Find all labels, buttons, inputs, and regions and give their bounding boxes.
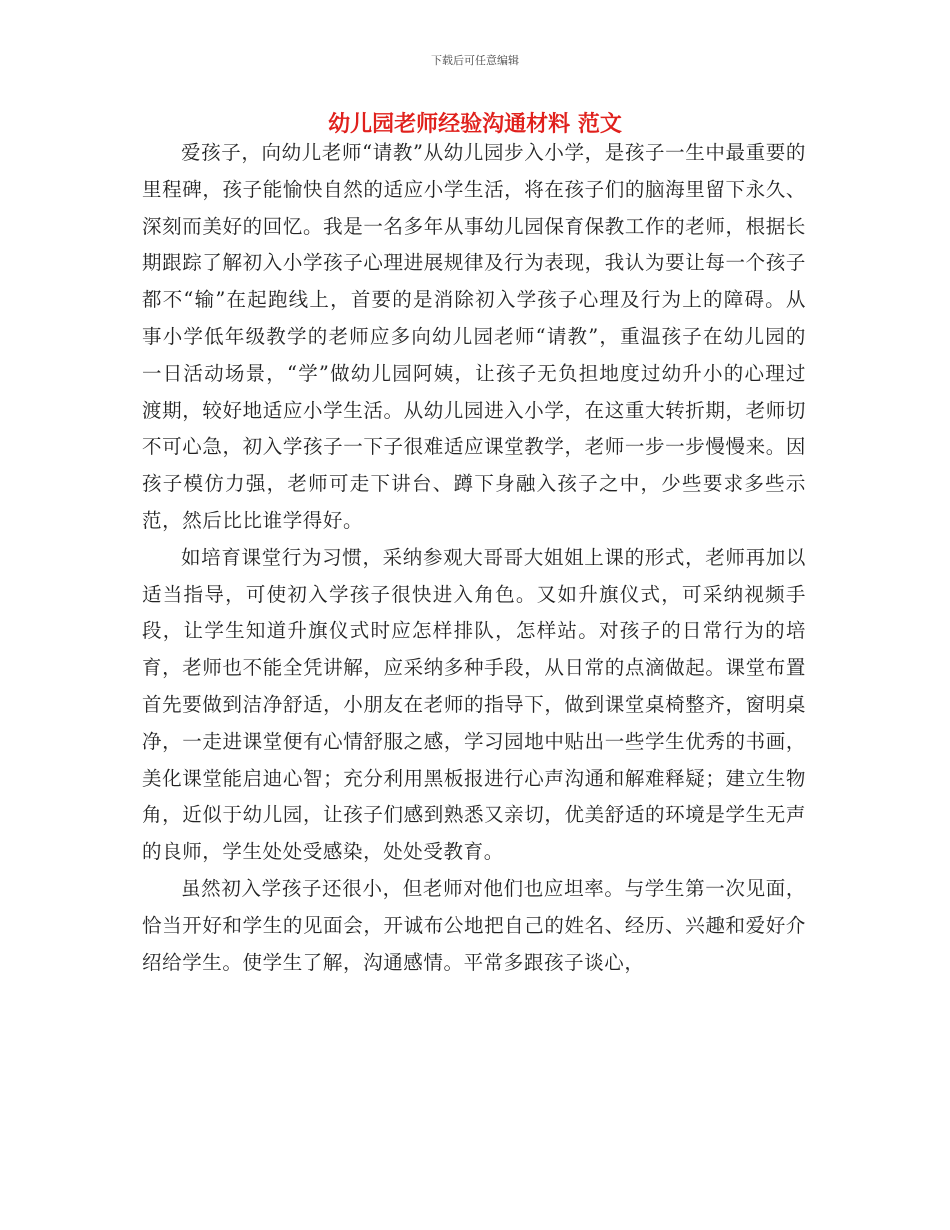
page-header-note: 下载后可任意编辑	[431, 54, 519, 67]
document-title: 幼儿园老师经验沟通材料 范文	[328, 112, 622, 137]
paragraph-3: 虽然初入学孩子还很小，但老师对他们也应坦率。与学生第一次见面，恰当开好和学生的见面会，开诚布公地把自己的姓名、经历、兴趣和爱好介绍给学生。使学生了解，沟通感情。平常多跟孩子谈心，	[142, 876, 806, 974]
paragraph-2: 如培育课堂行为习惯，采纳参观大哥哥大姐姐上课的形式，老师再加以适当指导，可使初入学孩子很快进入角色。又如升旗仪式，可采纳视频手段，让学生知道升旗仪式时应怎样排队，怎样站。对孩子的日常行为的培育，老师也不能全凭讲解，应采纳多种手段，从日常的点滴做起。课堂布置首先要做到洁净舒适，小朋友在老师的指导下，做到课堂桌椅整齐，窗明桌净，一走进课堂便有心情舒服之感，学习园地中贴出一些学生优秀的书画，美化课堂能启迪心智；充分利用黑板报进行心声沟通和解难释疑；建立生物角，近似于幼儿园，让孩子们感到熟悉又亲切，优美舒适的环境是学生无声的良师，学生处处受感染，处处受教育。	[142, 545, 806, 864]
document-body	[142, 135, 806, 981]
paragraph-1: 爱孩子，向幼儿老师“请教”从幼儿园步入小学，是孩子一生中最重要的里程碑，孩子能愉快自然的适应小学生活，将在孩子们的脑海里留下永久、深刻而美好的回忆。我是一名多年从事幼儿园保育保教工作的老师，根据长期跟踪了解初入小学孩子心理进展规律及行为表现，我认为要让每一个孩子都不“输”在起跑线上，首要的是消除初入学孩子心理及行为上的障碍。从事小学低年级教学的老师应多向幼儿园老师“请教”，重温孩子在幼儿园的一日活动场景，“学”做幼儿园阿姨，让孩子无负担地度过幼升小的心理过渡期，较好地适应小学生活。从幼儿园进入小学，在这重大转折期，老师切不可心急，初入学孩子一下子很难适应课堂教学，老师一步一步慢慢来。因孩子模仿力强，老师可走下讲台、蹲下身融入孩子之中，少些要求多些示范，然后比比谁学得好。	[142, 141, 806, 532]
